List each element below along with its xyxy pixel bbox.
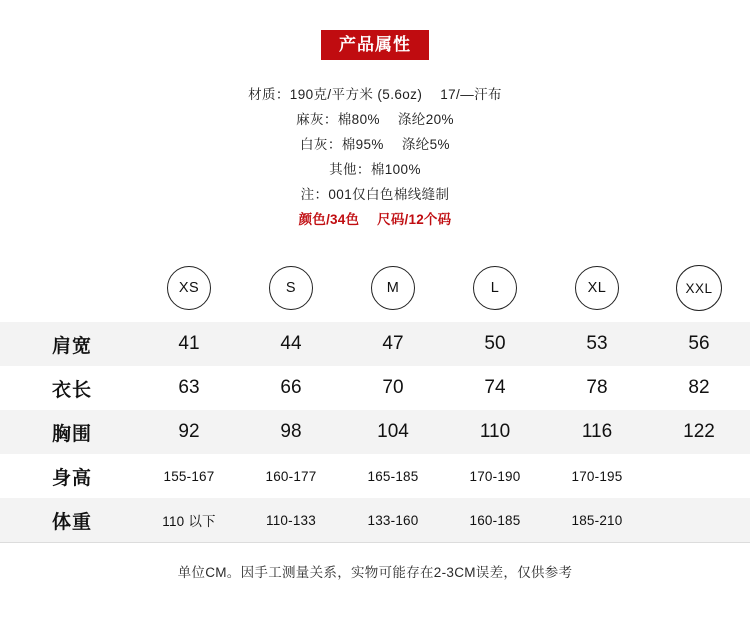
- table-cell: 170-190: [469, 468, 521, 484]
- size-chart-table: [0, 254, 750, 542]
- size-count: 尺码/12个码: [377, 212, 452, 227]
- row-label-chest: 胸围: [52, 423, 93, 445]
- spec-line-material: [0, 82, 750, 107]
- spec-value: 001仅白色棉线缝制: [328, 187, 450, 202]
- spec-line-white-grey: [0, 132, 750, 157]
- table-cell: 110 以下: [162, 514, 216, 529]
- size-header-cell: [240, 266, 342, 310]
- spec-extra: 涤纶20%: [397, 112, 454, 127]
- table-row: [0, 366, 750, 410]
- table-cell: 82: [688, 377, 710, 398]
- table-cell: 70: [382, 377, 404, 398]
- size-header-cell: [342, 266, 444, 310]
- table-header-row: [0, 254, 750, 322]
- table-cell: 63: [178, 377, 200, 398]
- row-label-shoulder: 肩宽: [52, 335, 93, 357]
- table-cell: 160-177: [265, 468, 317, 484]
- table-row: [0, 498, 750, 542]
- title-section: [0, 0, 750, 60]
- row-label-height: 身高: [52, 467, 93, 489]
- table-cell: 133-160: [367, 512, 419, 528]
- size-header-cell: [648, 265, 750, 311]
- page-title-badge: 产品属性: [321, 30, 429, 60]
- table-cell: 160-185: [469, 512, 521, 528]
- table-row: [0, 454, 750, 498]
- spec-label: 其他：: [329, 162, 371, 177]
- table-cell: 53: [586, 333, 608, 354]
- table-cell: 170-195: [571, 468, 623, 484]
- size-header-cell: [546, 266, 648, 310]
- table-cell: 185-210: [571, 512, 623, 528]
- specs-list: [0, 82, 750, 232]
- spec-label: 白灰：: [300, 137, 342, 152]
- table-cell: 50: [484, 333, 506, 354]
- table-cell: 110: [479, 421, 511, 442]
- table-cell: 155-167: [163, 468, 215, 484]
- table-cell: 44: [280, 333, 302, 354]
- size-header-cell: [138, 266, 240, 310]
- color-count: 颜色/34色: [298, 212, 360, 227]
- spec-value: 190克/平方米 (5.6oz): [289, 87, 423, 102]
- row-label-weight: 体重: [52, 511, 93, 533]
- row-label-length: 衣长: [52, 379, 93, 401]
- table-cell: 110-133: [266, 512, 316, 528]
- table-row: [0, 322, 750, 366]
- table-cell: 98: [280, 421, 302, 442]
- table-cell: 165-185: [367, 468, 419, 484]
- size-badge-xl: XL: [575, 266, 619, 310]
- spec-value: 棉100%: [370, 162, 421, 177]
- size-badge-xxl: XXL: [676, 265, 722, 311]
- spec-label: 麻灰：: [296, 112, 338, 127]
- table-cell: 92: [178, 421, 200, 442]
- spec-label: 注：: [300, 187, 329, 202]
- table-cell: 41: [178, 333, 200, 354]
- spec-line-note: [0, 182, 750, 207]
- table-cell: 47: [382, 333, 404, 354]
- spec-line-colors-sizes: [0, 207, 750, 232]
- table-row: [0, 410, 750, 454]
- table-cell: 122: [683, 421, 715, 442]
- measurement-note-text: 单位CM。因手工测量关系，实物可能存在2-3CM误差，仅供参考: [177, 565, 573, 580]
- spec-line-other: [0, 157, 750, 182]
- table-cell: 56: [688, 333, 710, 354]
- table-cell: 104: [377, 421, 409, 442]
- spec-label: 材质：: [248, 87, 290, 102]
- spec-line-heather-grey: [0, 107, 750, 132]
- table-cell: 66: [280, 377, 302, 398]
- measurement-note: [0, 543, 750, 599]
- table-cell: 78: [586, 377, 608, 398]
- spec-value: 棉80%: [337, 112, 380, 127]
- table-cell: 74: [484, 377, 506, 398]
- size-badge-m: M: [371, 266, 415, 310]
- table-cell: 116: [581, 421, 613, 442]
- size-header-cell: [444, 266, 546, 310]
- size-badge-s: S: [269, 266, 313, 310]
- spec-extra: 涤纶5%: [401, 137, 450, 152]
- size-badge-l: L: [473, 266, 517, 310]
- spec-value: 棉95%: [341, 137, 384, 152]
- size-badge-xs: XS: [167, 266, 211, 310]
- spec-extra: 17/—汗布: [440, 87, 502, 102]
